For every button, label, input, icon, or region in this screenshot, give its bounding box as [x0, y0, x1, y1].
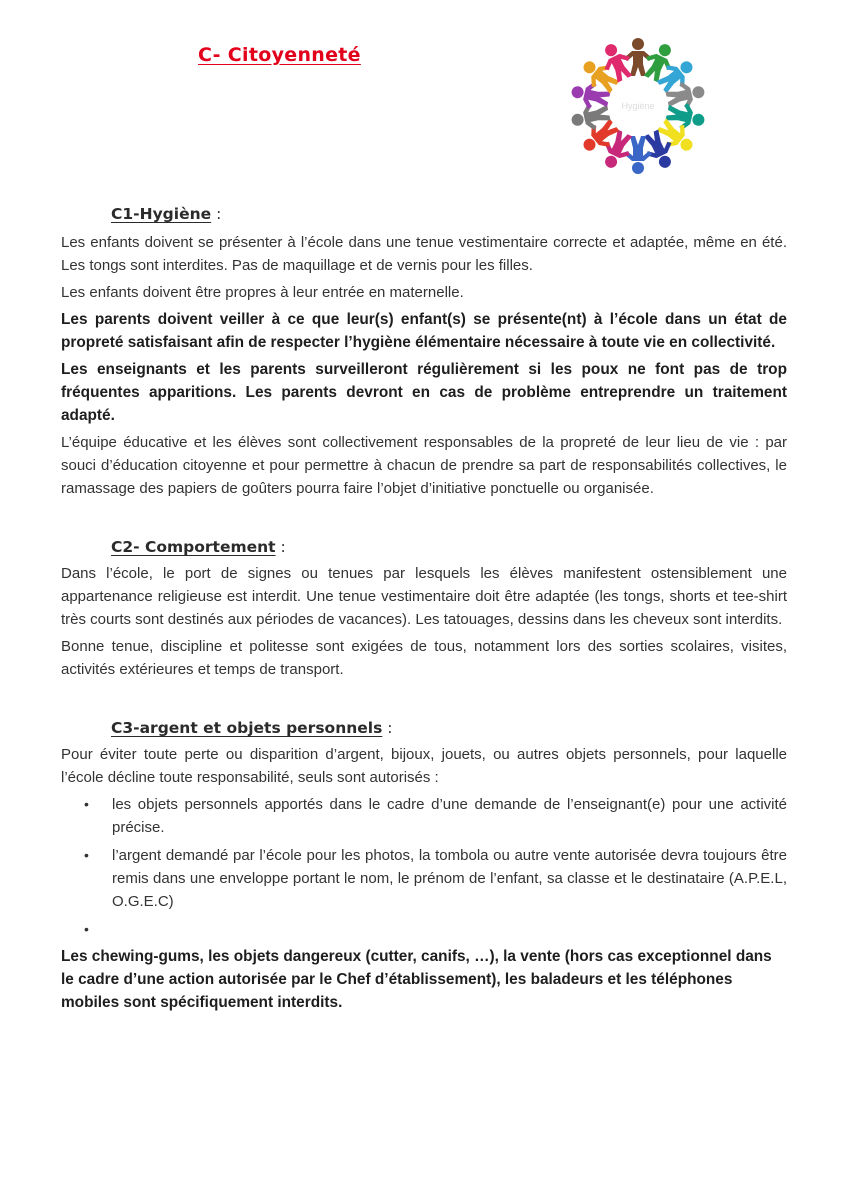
section-heading-colon: : — [275, 538, 286, 556]
paragraph: Dans l’école, le port de signes ou tenues par lesquels les élèves manifestent ostensiblement une appartenance religieuse est interdit. Une tenue vestimentaire doit être adaptée (les tongs, shorts et tee-shirt très courts sont destinés aux périodes de vacances). Les tatouages, dessins dans les cheveux sont interdits. — [61, 565, 787, 628]
section-heading-colon: : — [382, 719, 393, 737]
paragraph-bold: Les chewing-gums, les objets dangereux (cutter, canifs, …), la vente (hors cas exceptionnel dans le cadre d’une action autorisée par le Chef d’établissement), les baladeurs et les téléphones mobiles sont spécifiquement interdits. — [61, 948, 772, 1011]
people-circle-icon — [565, 36, 711, 176]
logo-text: Hygiène — [621, 101, 655, 111]
paragraph: Bonne tenue, discipline et politesse sont exigées de tous, notamment lors des sorties scolaires, visites, activités extérieures et temps de transport. — [61, 638, 787, 678]
section-heading-colon: : — [211, 205, 222, 223]
paragraph: Les enfants doivent se présenter à l’école dans une tenue vestimentaire correcte et adaptée, même en été. Les tongs sont interdites. Pas de maquillage et de vernis pour les filles. — [61, 234, 787, 274]
bullet-list — [61, 793, 787, 940]
section-heading-text: C2- Comportement — [111, 538, 276, 556]
list-item-text: les objets personnels apportés dans le cadre d’une demande de l’enseignant(e) pour une activité précise. — [112, 796, 787, 836]
bullet-icon: • — [84, 847, 89, 863]
list-item — [61, 844, 787, 913]
document-body — [61, 201, 787, 1018]
section-heading-comportement — [111, 534, 787, 560]
paragraph-bold: Les enseignants et les parents surveilleront régulièrement si les poux ne font pas de trop fréquentes apparitions. Les parents devront en cas de problème entreprendre un traitement adapté. — [61, 361, 787, 424]
list-item — [61, 793, 787, 839]
paragraph: Les enfants doivent être propres à leur entrée en maternelle. — [61, 284, 464, 301]
section-heading-text: C3-argent et objets personnels — [111, 719, 383, 737]
bullet-icon: • — [84, 796, 89, 812]
paragraph: Pour éviter toute perte ou disparition d’argent, bijoux, jouets, ou autres objets personnels, pour laquelle l’école décline toute responsabilité, seuls sont autorisés : — [61, 746, 787, 786]
list-item — [61, 918, 787, 940]
section-heading-hygiene — [111, 201, 787, 227]
paragraph: L’équipe éducative et les élèves sont collectivement responsables de la propreté de leur lieu de vie : par souci d’éducation citoyenne et pour permettre à chacun de prendre sa part de responsabilités collectives, le ramassage des papiers de goûters pourra faire l’objet d’initiative ponctuelle ou organisée. — [61, 434, 787, 497]
paragraph-bold: Les parents doivent veiller à ce que leur(s) enfant(s) se présente(nt) à l’école dans un état de propreté satisfaisant afin de respecter l’hygiène élémentaire nécessaire à toute vie en collectivité. — [61, 311, 787, 351]
section-heading-argent — [111, 715, 787, 741]
bullet-icon: • — [84, 921, 89, 937]
list-item-text: l’argent demandé par l’école pour les photos, la tombola ou autre vente autorisée devra toujours être remis dans une enveloppe portant le nom, le prénom de l’enfant, sa classe et le destinataire (A.P.E.L, O.G.E.C) — [112, 847, 787, 910]
page-title: C- Citoyenneté — [198, 44, 361, 66]
people-circle-logo — [565, 36, 711, 176]
section-heading-text: C1-Hygiène — [111, 205, 212, 223]
